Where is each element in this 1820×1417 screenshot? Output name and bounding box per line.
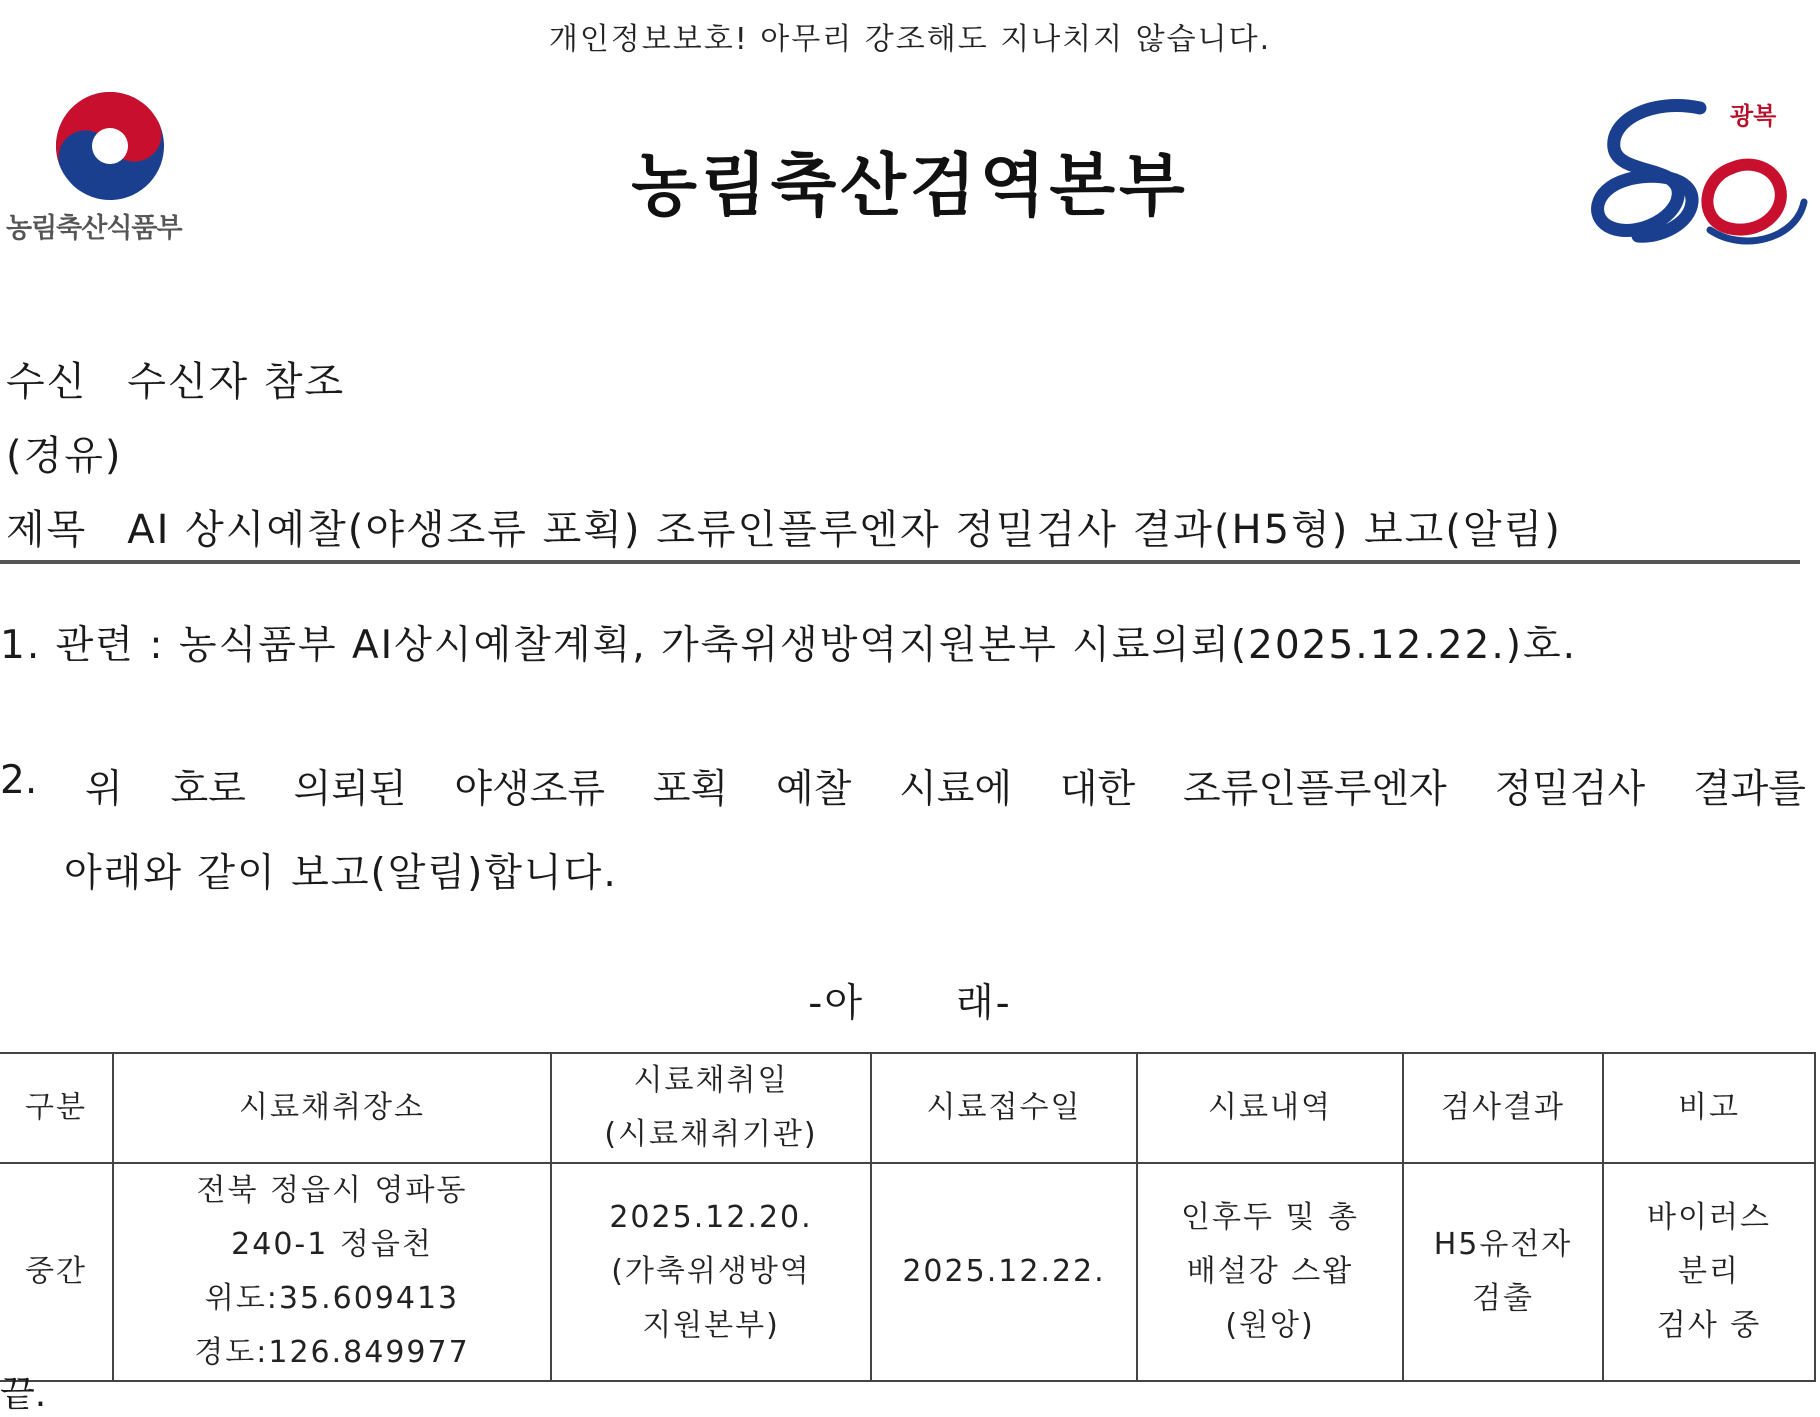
paragraph-2-word: 호로: [170, 767, 246, 812]
cell-test-result: H5유전자 검출: [1403, 1163, 1603, 1381]
header-receipt-date: 시료접수일: [871, 1053, 1137, 1163]
recipient-value: 수신자 참조: [127, 359, 346, 405]
header-sampling-date: 시료채취일 (시료채취기관): [551, 1053, 871, 1163]
liberation-80-logo: [1582, 90, 1812, 255]
paragraph-2-word: 조류인플루엔자: [1183, 767, 1447, 812]
cell-category: 중간: [0, 1163, 113, 1381]
recipient-label: 수신: [6, 359, 88, 405]
paragraph-2-number: 2.: [0, 758, 38, 803]
paragraph-2-word: 결과를: [1692, 767, 1806, 812]
liberation-logo-text: 광복: [1730, 102, 1777, 130]
cell-sample-details: 인후두 및 총 배설강 스왑 (원앙): [1137, 1163, 1403, 1381]
subject-value: AI 상시예찰(야생조류 포획) 조류인플루엔자 정밀검사 결과(H5형) 보고(알림): [127, 507, 1562, 553]
paragraph-2-word: 대한: [1059, 767, 1136, 812]
paragraph-2-word: 야생조류: [454, 767, 606, 812]
paragraph-2: [0, 758, 1806, 898]
recipient-line: [6, 350, 345, 407]
below-heading-left: -아: [808, 981, 864, 1026]
privacy-slogan: 개인정보보호! 아무리 강조해도 지나치지 않습니다.: [548, 22, 1272, 57]
subject-line: [6, 498, 1562, 555]
below-heading-right: 래-: [956, 981, 1012, 1026]
ministry-logo-text: 농림축산식품부: [6, 213, 182, 244]
table-header-row: [0, 1053, 1815, 1163]
cell-remarks: 바이러스 분리 검사 중: [1603, 1163, 1815, 1381]
end-mark: 끝.: [0, 1374, 47, 1415]
paragraph-2-line-2: 아래와 같이 보고(알림)합니다.: [64, 851, 618, 896]
cell-receipt-date: 2025.12.22.: [871, 1163, 1137, 1381]
header-sampling-location: 시료채취장소: [113, 1053, 551, 1163]
paragraph-2-word: 시료에: [899, 767, 1013, 812]
subject-label: 제목: [6, 507, 88, 553]
header-sample-details: 시료내역: [1137, 1053, 1403, 1163]
header-test-result: 검사결과: [1403, 1053, 1603, 1163]
below-heading: [0, 972, 1820, 1028]
header-divider: [0, 560, 1800, 564]
header-remarks: 비고: [1603, 1053, 1815, 1163]
paragraph-2-word: 의뢰된: [293, 767, 407, 812]
paragraph-2-word: 포획: [652, 767, 729, 812]
via-line: (경유): [6, 433, 123, 479]
agency-title: 농림축산검역본부: [631, 147, 1189, 226]
header-category: 구분: [0, 1053, 113, 1163]
table-row: [0, 1163, 1815, 1381]
paragraph-2-line-1: [0, 758, 1806, 814]
paragraph-2-word: 정밀검사: [1494, 767, 1646, 812]
liberation-80-emblem-icon: [1582, 90, 1812, 255]
cell-sampling-location: 전북 정읍시 영파동 240-1 정읍천 위도:35.609413 경도:126.849977: [113, 1163, 551, 1381]
paragraph-1: 1. 관련 : 농식품부 AI상시예찰계획, 가축위생방역지원본부 시료의뢰(2025.12.22.)호.: [0, 623, 1578, 668]
cell-sampling-date: 2025.12.20. (가축위생방역 지원본부): [551, 1163, 871, 1381]
paragraph-2-word: 위: [84, 767, 123, 812]
result-table: [0, 1052, 1816, 1382]
paragraph-2-word: 예찰: [775, 767, 852, 812]
